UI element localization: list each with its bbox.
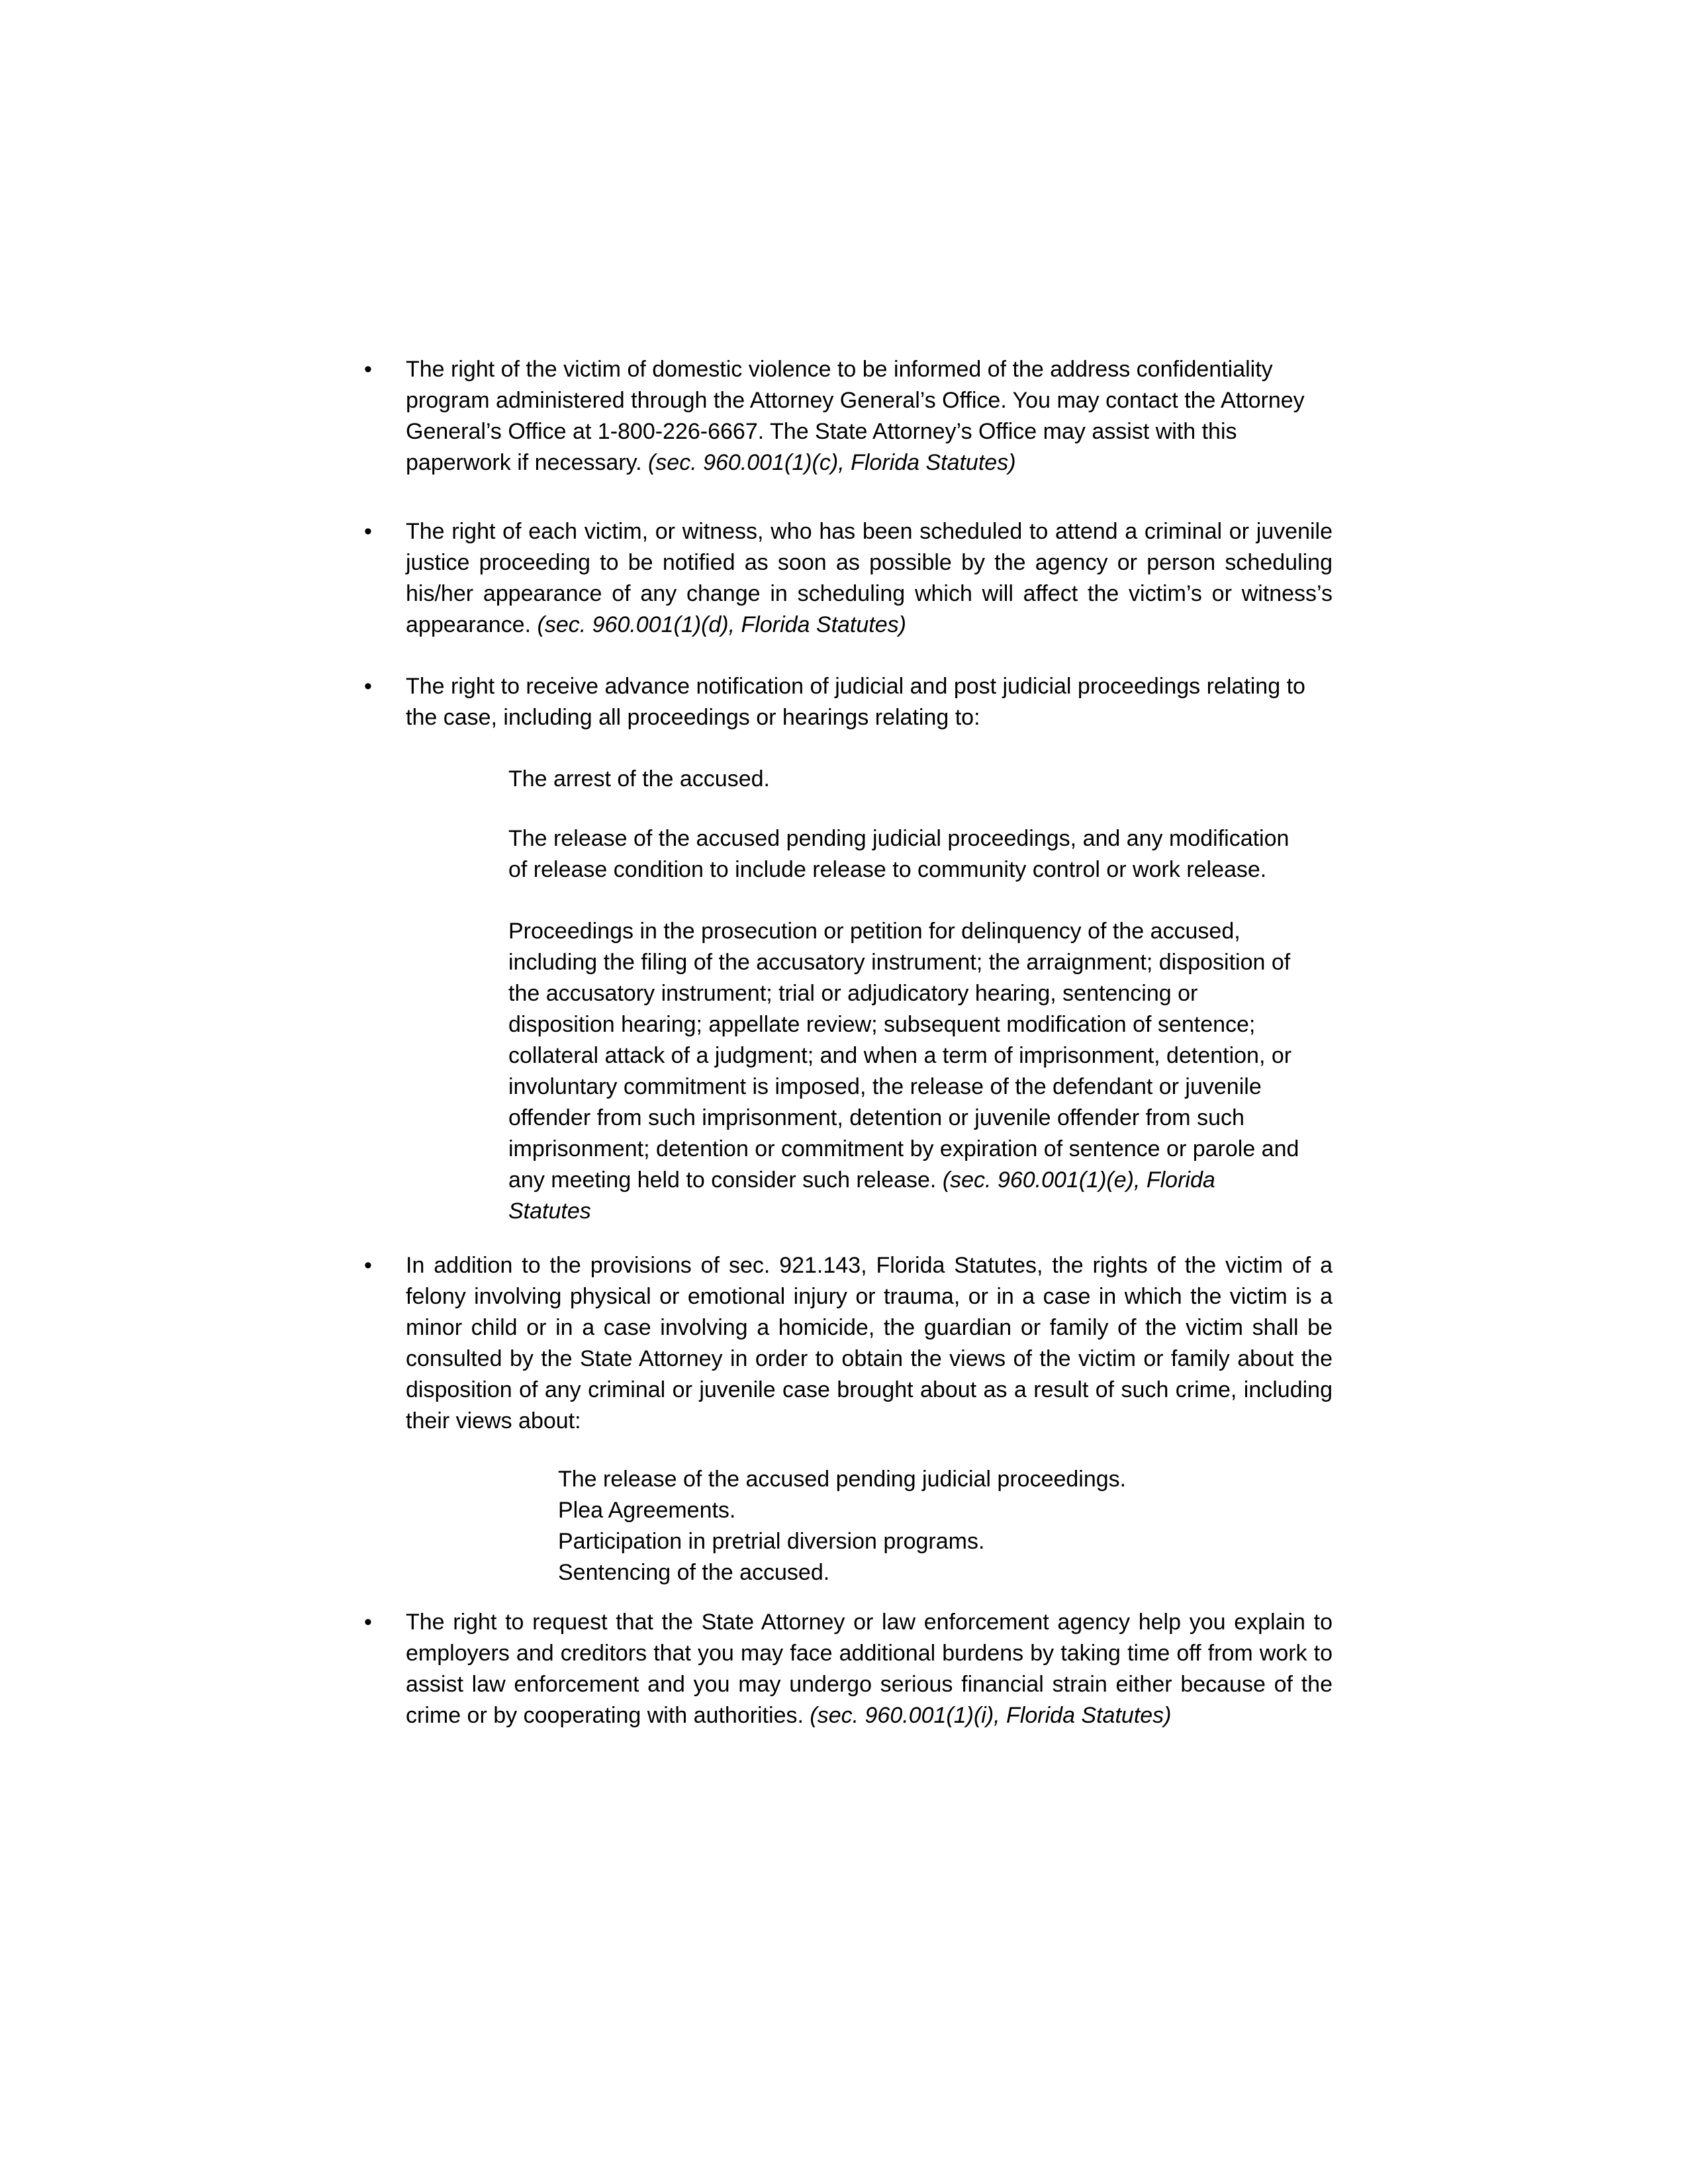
bullet-item-address-confidentiality [364, 354, 1333, 478]
sub-paragraph-proceedings [508, 916, 1299, 1227]
bullet-item-victim-consultation [364, 1250, 1333, 1437]
paragraph-text: The right to receive advance notification of judicial and post judicial proceedings relating to the case, including all proceedings or hearings relating to: [406, 674, 1305, 730]
bullet-icon: • [364, 1253, 372, 1278]
list-item [558, 1557, 1333, 1588]
paragraph-text: The right to request that the State Attorney or law enforcement agency help you explain to employers and creditors that you may face additional burdens by taking time off from work to assist law enforcement and you may undergo serious financial strain either because of the crime or by cooperating with authorities. [406, 1610, 1333, 1728]
paragraph [508, 916, 1299, 1227]
paragraph [406, 1250, 1333, 1437]
document-body [364, 354, 1333, 1731]
list-item-text: Plea Agreements. [558, 1498, 736, 1523]
statute-citation: (sec. 960.001(1)(i), Florida Statutes) [810, 1703, 1172, 1728]
bullet-item-scheduling-change [364, 516, 1333, 641]
bullet-item-employer-assistance [364, 1607, 1333, 1731]
views-list [558, 1464, 1333, 1588]
list-item [558, 1495, 1333, 1526]
paragraph-text: The release of the accused pending judicial proceedings, and any modification of release condition to include release to community control or work release. [508, 826, 1289, 882]
list-item-text: Participation in pretrial diversion programs. [558, 1529, 985, 1554]
bullet-icon: • [364, 674, 372, 699]
paragraph-text: The arrest of the accused. [508, 766, 770, 792]
paragraph-text: In addition to the provisions of sec. 921.143, Florida Statutes, the rights of the victim of a felony involving physical or emotional injury or trauma, or in a case in which the victim is a minor child or in a case involving a homicide, the guardian or family of the victim shall be consulted by the State Attorney in order to obtain the views of the victim or family about the disposition of any criminal or juvenile case brought about as a result of such crime, including their views about: [406, 1253, 1333, 1433]
list-item-text: The release of the accused pending judicial proceedings. [558, 1467, 1127, 1492]
paragraph-text: The right of each victim, or witness, who has been scheduled to attend a criminal or juvenile justice proceeding to be notified as soon as possible by the agency or person scheduling his/her appearance of any change in scheduling which will affect the victim’s or witness’s appearance. [406, 519, 1333, 637]
statute-citation: (sec. 960.001(1)(e), Florida Statutes [508, 1167, 1215, 1224]
bullet-icon: • [364, 519, 372, 544]
statute-citation: (sec. 960.001(1)(c), Florida Statutes) [647, 450, 1016, 475]
sub-paragraph-release [508, 823, 1299, 886]
bullet-icon: • [364, 357, 372, 382]
bullet-icon: • [364, 1610, 372, 1635]
paragraph-text: The right of the victim of domestic violence to be informed of the address confidentiality program administered through the Attorney General’s Office. You may contact the Attorney General’s Office at 1-800-226-6667. The State Attorney’s Office may assist with this paperwork if necessary. [406, 357, 1305, 475]
paragraph [406, 1607, 1333, 1731]
paragraph-text: Proceedings in the prosecution or petition for delinquency of the accused, including the filing of the accusatory instrument; the arraignment; disposition of the accusatory instrument; trial or adjudicatory hearing, sentencing or disposition hearing; appellate review; subsequent modification of sentence; collateral attack of a judgment; and when a term of imprisonment, detention, or involuntary commitment is imposed, the release of the defendant or juvenile offender from such imprisonment, detention or juvenile offender from such imprisonment; detention or commitment by expiration of sentence or parole and any meeting held to consider such release. [508, 919, 1299, 1193]
sub-paragraph-arrest [508, 764, 1299, 795]
paragraph [508, 823, 1299, 886]
list-item [558, 1526, 1333, 1557]
paragraph [406, 671, 1333, 733]
list-item-text: Sentencing of the accused. [558, 1560, 830, 1585]
paragraph [406, 354, 1333, 478]
list-item [558, 1464, 1333, 1495]
bullet-item-advance-notification [364, 671, 1333, 733]
paragraph [508, 764, 1299, 795]
statute-citation: (sec. 960.001(1)(d), Florida Statutes) [537, 612, 906, 637]
paragraph [406, 516, 1333, 641]
